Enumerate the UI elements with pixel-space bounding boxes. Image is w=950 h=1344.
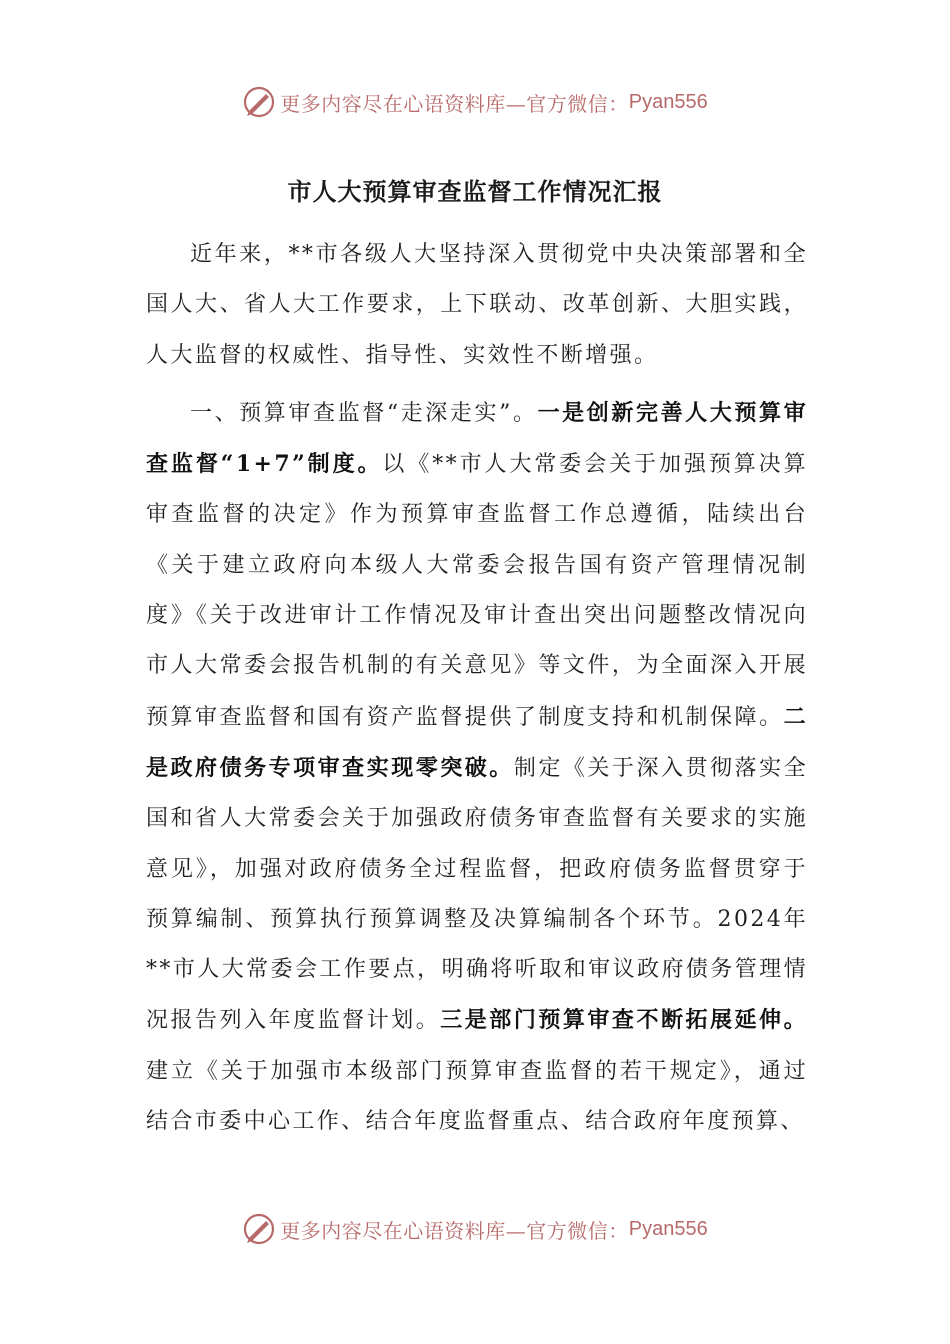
pen-logo-icon	[242, 1212, 276, 1246]
point-two-text: 制定《关于深入贯彻落实全国和省人大常委会关于加强政府债务审查监督有关要求的实施意见》，加强对政府债务全过程监督，把政府债务监督贯穿于预算编制、预算执行预算调整及决算编制各个环节。2024年**市人大常委会工作要点，明确将听取和审议政府债务管理情况报告列入年度监督计划。	[146, 755, 808, 1034]
section-heading: 一、预算审查监督“走深走实”。	[190, 400, 538, 426]
watermark-handle: Pyan556	[628, 1217, 708, 1240]
point-one-text: 以《**市人大常委会关于加强预算决算审查监督的决定》作为预算审查监督工作总遵循，陆续出台《关于建立政府向本级人大常委会报告国有资产管理情况制度》《关于改进审计工作情况及审计查出突出问题整改情况向市人大常委会报告机制的有关意见》等文件，为全面深入开展预算审查监督和国有资产监督提供了制度支持和机制保障。	[146, 452, 808, 730]
point-three-text: 建立《关于加强市本级部门预算审查监督的若干规定》，通过结合市委中心工作、结合年度监督重点、结合政府年度预算、	[146, 1058, 808, 1135]
point-three-heading: 三是部门预算审查不断拓展延伸。	[440, 1007, 808, 1034]
watermark-banner-bottom	[0, 1209, 950, 1249]
point-one-heading: 一是创新完善人大预算审查监督“1+7”制度。	[146, 399, 809, 478]
paragraph-section-one	[146, 388, 808, 1147]
watermark-handle: Pyan556	[628, 90, 708, 113]
watermark-text: 更多内容尽在心语资料库—官方微信：	[280, 91, 629, 116]
document-body	[146, 230, 808, 1147]
watermark-banner-top	[0, 82, 950, 122]
paragraph-intro: 近年来，**市各级人大坚持深入贯彻党中央决策部署和全国人大、省人大工作要求，上下联动、改革创新、大胆实践，人大监督的权威性、指导性、实效性不断增强。	[146, 242, 808, 368]
watermark-text: 更多内容尽在心语资料库—官方微信：	[280, 1218, 629, 1243]
pen-logo-icon	[242, 85, 276, 119]
point-two-heading: 二是政府债务专项审查实现零突破。	[146, 703, 808, 781]
document-title: 市人大预算审查监督工作情况汇报	[287, 177, 663, 206]
